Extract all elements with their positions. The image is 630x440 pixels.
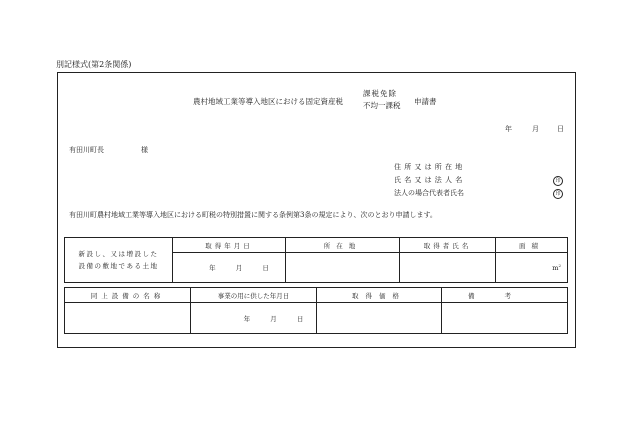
seal-mark: 印 xyxy=(553,176,563,186)
header-acquisition-date: 取得年月日 xyxy=(173,238,286,253)
date-day-unit: 日 xyxy=(262,264,269,272)
header-business-use-date: 事業の用に供した年月日 xyxy=(191,288,317,303)
date-year-unit: 年 xyxy=(243,314,251,323)
land-location-cell[interactable] xyxy=(286,253,400,283)
area-unit: m xyxy=(552,264,559,273)
land-table xyxy=(64,237,568,283)
header-equipment-name: 同上設備の名称 xyxy=(65,288,191,303)
application-statement: 有田川町農村地域工業等導入地区における町税の特別措置に関する条例第3条の規定により、次のとおり申請します。 xyxy=(69,211,437,219)
header-acquisition-price: 取得価格 xyxy=(317,288,442,303)
addressee-honorific: 様 xyxy=(141,146,148,154)
title-option-uneven-tax: 不均一課税 xyxy=(363,101,401,110)
land-area-cell[interactable] xyxy=(496,253,568,283)
header-location: 所在地 xyxy=(286,238,400,253)
form-caption: 別記様式(第2条関係) xyxy=(56,60,132,69)
area-unit-superscript: 2 xyxy=(558,262,561,268)
business-use-date-cell[interactable] xyxy=(191,303,317,334)
title-option-exemption: 課税免除 xyxy=(363,89,397,98)
acquisition-price-cell[interactable] xyxy=(317,303,442,334)
date-month-unit: 月 xyxy=(270,314,277,323)
applicant-name-label: 氏名又は法人名 xyxy=(394,176,466,184)
applicant-rep-label: 法人の場合代表者氏名 xyxy=(394,189,464,197)
land-acquirer-cell[interactable] xyxy=(400,253,496,283)
land-row-label-line2: 設備の敷地である土地 xyxy=(78,262,159,270)
equipment-name-cell[interactable] xyxy=(65,303,191,334)
header-remarks: 備考 xyxy=(442,288,568,303)
date-year-label: 年 xyxy=(505,125,512,133)
date-month-label: 月 xyxy=(532,125,539,133)
addressee-name: 有田川町長 xyxy=(69,146,104,154)
header-acquirer-name: 取得者氏名 xyxy=(400,238,496,253)
land-acquisition-date-cell[interactable] xyxy=(173,253,286,283)
date-day-unit: 日 xyxy=(296,314,304,323)
seal-mark: 印 xyxy=(553,189,563,199)
date-day-label: 日 xyxy=(557,125,564,133)
title-suffix: 申請書 xyxy=(414,97,437,106)
remarks-cell[interactable] xyxy=(442,303,568,334)
land-row-label-line1: 新設し、又は増設した xyxy=(78,250,159,258)
applicant-address-label: 住所又は所在地 xyxy=(394,163,466,171)
date-year-unit: 年 xyxy=(209,264,216,272)
date-month-unit: 月 xyxy=(235,264,243,272)
header-area: 面積 xyxy=(496,238,568,253)
land-row-label xyxy=(65,238,173,283)
form-title: 農村地域工業等導入地区における固定資産税 xyxy=(193,97,343,106)
equipment-table xyxy=(64,287,568,334)
